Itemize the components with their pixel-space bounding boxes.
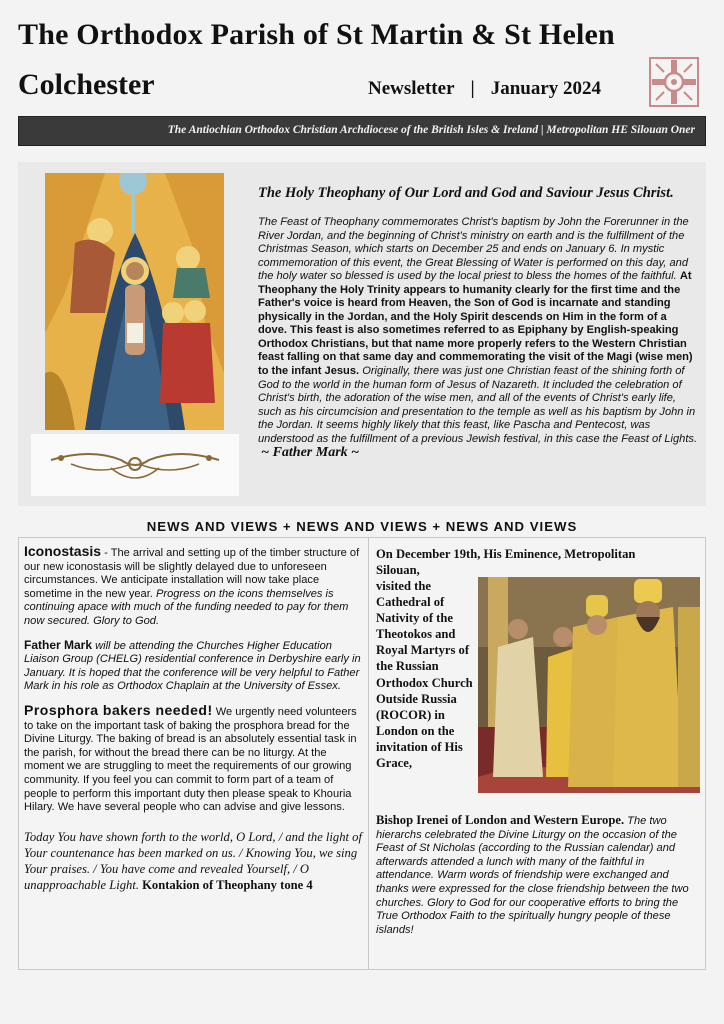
issue-date: January 2024 bbox=[490, 78, 602, 99]
iconostasis-text: - The arrival and setting up of the timber structure of our new iconostasis will be slightly delayed due to unforeseen circumstances. We anticipate installation will now take place sometime in the new year. bbox=[24, 547, 360, 600]
prosphora-item bbox=[24, 701, 364, 815]
father-mark-text: will be attending the Churches Higher Education Liaison Group (CHELG) residential conference in Derbyshire early in January. It is hoped that the conference will be very helpful to Father Mark in his role as Orthodox Chaplain at the University of Essex. bbox=[24, 639, 361, 693]
theophany-icon-image bbox=[45, 173, 224, 430]
newsletter-title: The Orthodox Parish of St Martin & St Helen bbox=[18, 18, 615, 51]
father-mark-item bbox=[24, 639, 364, 694]
visit-bottom-text bbox=[376, 814, 698, 937]
archdiocese-banner bbox=[18, 116, 706, 146]
column-divider bbox=[368, 538, 369, 969]
kontakion-item bbox=[24, 829, 364, 893]
feature-title: The Holy Theophany of Our Lord and God and Saviour Jesus Christ. bbox=[258, 185, 674, 201]
newsletter-subtitle-town: Colchester bbox=[18, 68, 155, 101]
hierarchs-photo bbox=[478, 577, 700, 793]
prosphora-heading: Prosphora bakers needed! bbox=[24, 701, 213, 718]
feature-history-text: Originally, there was just one Christian feast of the shining forth of God to the world in the human form of Jesus of Nazareth. It included the celebration of Christ's birth, the adoration of the wise men, and all of the events of Christ's early life, such as his circumcision and presentation to the temple as well as his baptism by John in the Jordan. It seems highly likely that this feast, like Pascha and Pentecost, was understood as the fulfillment of a previous Jewish festival, in this case the Feast of Lights. bbox=[258, 365, 698, 445]
prosphora-text: We urgently need volunteers to take on the important task of baking the prosphora bread for the Divine Liturgy. The baking of bread is an absolutely essential task in the parish, for without the bread there can be no liturgy. At the moment we are struggling to meet the requirements of our growing community. If you feel you can commit to form part of a team of people to perform this important duty then please speak to Khouria Hilary. We have several people who can advise and give lessons. bbox=[24, 705, 357, 814]
feature-body bbox=[258, 216, 698, 461]
feature-trinity-text: At Theophany the Holy Trinity appears to humanity clearly for the first time and the Father's voice is heard from Heaven, the Son of God is incarnate and standing physically in the Jordan, and the Holy Spirit descends on Him in the form of a dove. This feast is also sometimes referred to as Epiphany by English-speaking Orthodox Christians, but that name more properly refers to the Western Christian feast falling on that same day and commemorating the visit of the Magi (wise men) to the infant Jesus. bbox=[258, 270, 693, 378]
visit-heading: On December 19th, His Eminence, Metropolitan Silouan, bbox=[376, 547, 636, 577]
news-left-column bbox=[24, 545, 364, 903]
iconostasis-item bbox=[24, 545, 364, 629]
visit-narrow-text: visited the Cathedral of Nativity of the Theotokos and Royal Martyrs of the Russian Orthodox Church Outside Russia (ROCOR) in London on the invitation of His Grace, bbox=[376, 579, 473, 771]
newsletter-label: Newsletter bbox=[368, 78, 455, 99]
feature-signature: ~ Father Mark ~ bbox=[261, 445, 360, 461]
banner-text: The Antiochian Orthodox Christian Archdiocese of the British Isles & Ireland | Metropolitan HE Silouan Oner bbox=[167, 124, 695, 136]
iconostasis-heading: Iconostasis bbox=[24, 543, 102, 559]
feature-intro: The Feast of Theophany commemorates Christ's baptism by John the Forerunner in the River Jordan, and the beginning of Christ's ministry on earth and is the fulfillment of the Christmas Season, which starts on December 25 and ends on January 6. In mystic commemoration of this event, the Great Blessing of Water is performed on this day, and the holy water so blessed is used by the local priest to bless the homes of the faithful. bbox=[258, 216, 689, 283]
separator: | bbox=[470, 78, 475, 99]
kontakion-text: Today You have shown forth to the world, O Lord, / and the light of Your countenance has been marked on us. / Knowing You, we sing Your praises. / You have come and revealed Yourself, / O unapproachable Light. bbox=[24, 829, 362, 892]
issue-line bbox=[368, 78, 601, 100]
kontakion-label: Kontakion of Theophany tone 4 bbox=[138, 877, 313, 892]
news-heading: NEWS AND VIEWS + NEWS AND VIEWS + NEWS AND VIEWS bbox=[146, 519, 578, 534]
iconostasis-progress: Progress on the icons themselves is continuing apace with much of the funding needed to pay for them now secured. Glory to God. bbox=[24, 587, 349, 627]
ornament-frame bbox=[31, 434, 239, 496]
visit-report: The two hierarchs celebrated the Divine Liturgy on the occasion of the Feast of St Nicholas (according to the Russian calendar) and afterwards attended a lunch with many of the faithful in attendance. Warm words of friendship were exchanged and thanks were expressed for the close friendship between the two churches. Glory to God for our cooperative efforts to bring the True Orthodox Faith to the spiritually hungry people of these islands! bbox=[376, 815, 689, 936]
cross-emblem-icon bbox=[646, 54, 702, 110]
flourish-ornament-icon bbox=[31, 434, 239, 496]
father-mark-heading: Father Mark bbox=[24, 637, 93, 652]
visit-bishop: Bishop Irenei of London and Western Europe. bbox=[376, 813, 625, 827]
